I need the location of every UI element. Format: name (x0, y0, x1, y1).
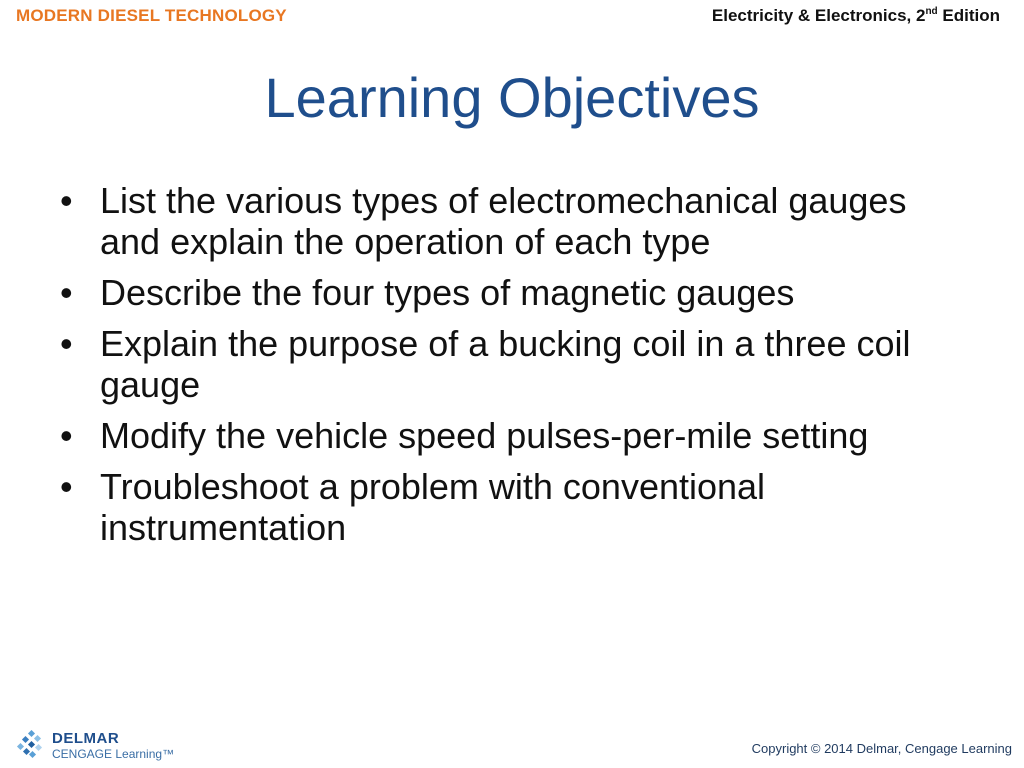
objectives-list (56, 180, 956, 558)
series-title: MODERN DIESEL TECHNOLOGY (16, 6, 287, 25)
slide-title: Learning Objectives (264, 66, 760, 129)
objective-text: List the various types of electromechanical gauges and explain the operation of each type (100, 180, 907, 262)
bullet-icon: • (60, 415, 73, 456)
objective-text: Describe the four types of magnetic gauges (100, 272, 795, 313)
objective-text: Modify the vehicle speed pulses-per-mile setting (100, 415, 869, 456)
logo-subtitle (52, 747, 174, 761)
book-title-main: Electricity & Electronics, 2 (711, 6, 926, 25)
bullet-icon: • (60, 466, 73, 507)
delmar-cengage-logo-icon (16, 730, 46, 760)
objective-item (56, 180, 956, 262)
objective-text: Troubleshoot a problem with conventional instrumentation (100, 466, 766, 548)
objective-item (56, 323, 956, 405)
objective-item (56, 415, 956, 456)
logo-trademark: ™ (162, 747, 175, 761)
logo-subtitle-text: CENGAGE Learning (52, 747, 163, 761)
objective-item (56, 272, 956, 313)
logo-wordmark: DELMAR (52, 730, 120, 747)
objective-text: Explain the purpose of a bucking coil in a three coil gauge (100, 323, 911, 405)
objective-item (56, 466, 956, 548)
publisher-logo (16, 728, 186, 764)
bullet-icon: • (60, 323, 73, 364)
bullet-icon: • (60, 180, 73, 221)
book-title-end: Edition (937, 6, 1000, 25)
edition-ordinal-suffix: nd (925, 6, 938, 17)
book-edition-title (712, 6, 1000, 26)
bullet-icon: • (60, 272, 73, 313)
copyright-notice: Copyright © 2014 Delmar, Cengage Learning (751, 741, 1012, 756)
